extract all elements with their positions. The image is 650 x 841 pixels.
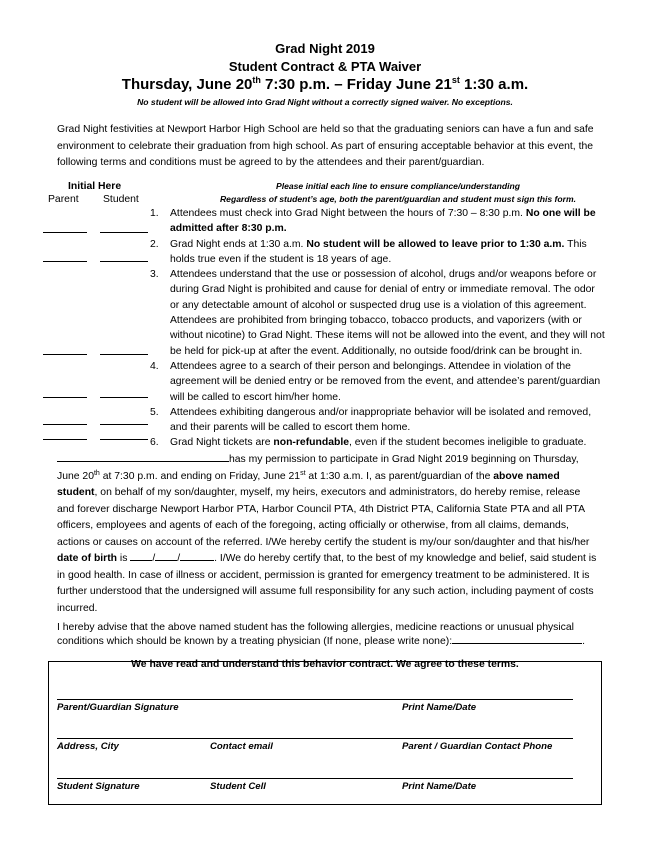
agreement-statement: We have read and understand this behavior contract. We agree to these terms. bbox=[131, 659, 519, 670]
dob-year-field[interactable] bbox=[180, 551, 214, 561]
term-item: 4. Attendees agree to a search of their person and belongings. Attendee in violation of the agreement will be denied entry or be removed from the event, and attendee’s parent/guardian will be called to escort him/her home. bbox=[150, 360, 601, 403]
allergy-paragraph: I hereby advise that the above named student has the following allergies, medicine reactions or unusual physical conditions which should be known by a treating physician (If none, please write none): . bbox=[57, 622, 585, 647]
term-item: 1. Attendees must check into Grad Night between the hours of 7:30 – 8:30 p.m. No one will be admitted after 8:30 p.m. bbox=[150, 208, 596, 235]
parent-initial-5[interactable] bbox=[43, 424, 87, 425]
dob-day-field[interactable] bbox=[155, 551, 177, 561]
student-cell-label: Student Cell bbox=[210, 781, 266, 792]
terms-list bbox=[150, 206, 605, 451]
parent-column-heading: Parent bbox=[48, 194, 79, 205]
student-initial-2[interactable] bbox=[100, 261, 148, 262]
dob-month-field[interactable] bbox=[130, 551, 152, 561]
title-line-1: Grad Night 2019 bbox=[275, 41, 375, 56]
title-line-3: Thursday, June 20th 7:30 p.m. – Friday June 21st 1:30 a.m. bbox=[121, 75, 529, 93]
student-initial-5[interactable] bbox=[100, 424, 148, 425]
parent-signature-line[interactable] bbox=[57, 699, 573, 700]
allergy-field[interactable] bbox=[452, 634, 582, 644]
student-initial-1[interactable] bbox=[100, 232, 148, 233]
term-item: 5. Attendees exhibiting dangerous and/or inappropriate behavior will be isolated and removed, and their parents will be called to escort them home. bbox=[150, 406, 592, 434]
student-initial-4[interactable] bbox=[100, 397, 148, 398]
waiver-notice: No student will be allowed into Grad Night without a correctly signed waiver. No exceptions. bbox=[137, 97, 513, 107]
term-item: 2. Grad Night ends at 1:30 a.m. No student will be allowed to leave prior to 1:30 a.m. This holds true even if the student is 18 years of age. bbox=[150, 238, 587, 265]
student-initial-6[interactable] bbox=[100, 439, 148, 440]
parent-signature-label: Parent/Guardian Signature bbox=[57, 702, 179, 713]
parent-initial-4[interactable] bbox=[43, 397, 87, 398]
student-initial-3[interactable] bbox=[100, 354, 148, 355]
parent-initial-3[interactable] bbox=[43, 354, 87, 355]
student-column-heading: Student bbox=[103, 194, 139, 205]
student-print-name-label: Print Name/Date bbox=[402, 781, 477, 792]
parent-initial-2[interactable] bbox=[43, 261, 87, 262]
initial-here-heading: Initial Here bbox=[68, 181, 122, 192]
title-line-2: Student Contract & PTA Waiver bbox=[228, 59, 422, 74]
address-label: Address, City bbox=[57, 741, 119, 752]
print-name-label: Print Name/Date bbox=[402, 702, 477, 713]
permission-paragraph: has my permission to participate in Grad Night 2019 beginning on Thursday, June 20th at 7:30 p.m. and ending on Friday, June 21st at 1:30 a.m. I, as parent/guardian of the above named student, on behalf of my son/daughter, myself, my heirs, executors and administrators, do hereby remise, release and forever discharge Newport Harbor PTA, Harbor Council PTA, 4th District PTA, California State PTA and all PTA officers, employees and agents of each of the foregoing, acting officially or otherwise, from all claims, demands, actions or causes on account of the referred. I/We hereby certify the student is my/our son/daughter and that his/her date of birth is / / . I/We do hereby certify that, to the best of my knowledge and belief, said student is in good health. In case of illness or accident, permission is granted for emergency treatment to be administered. It is further understood that the undersigned will assume full responsibility for any such action, including payment of costs incurred. bbox=[57, 454, 597, 614]
parent-initial-6[interactable] bbox=[43, 439, 87, 440]
term-item: 3. Attendees understand that the use or possession of alcohol, drugs and/or weapons before or during Grad Night is prohibited and cause for denial of entry or immediate removal. The odor or any detectable amount of alcohol or suspected drug use is a violation of this agreement. Attendees are prohibited from bringing tobacco, tobacco products, and vaporizers (with or without nicotine) to Grad Night. These items will not be allowed into the event, and they will not be held for pick-up at after the event. Additionally, no outside food/drink can be brought in. bbox=[150, 269, 605, 357]
contact-info-line[interactable] bbox=[57, 738, 573, 739]
parent-initial-1[interactable] bbox=[43, 232, 87, 233]
signature-requirement: Regardless of student’s age, both the parent/guardian and student must sign this form. bbox=[219, 194, 577, 204]
contact-email-label: Contact email bbox=[210, 741, 273, 752]
student-signature-line[interactable] bbox=[57, 778, 573, 779]
term-item: 6. Grad Night tickets are non-refundable, even if the student becomes ineligible to graduate. bbox=[150, 437, 587, 449]
initial-instruction: Please initial each line to ensure compliance/understanding bbox=[275, 181, 521, 191]
student-name-field[interactable] bbox=[57, 452, 229, 462]
parent-phone-label: Parent / Guardian Contact Phone bbox=[402, 741, 553, 752]
intro-paragraph: Grad Night festivities at Newport Harbor High School are held so that the graduating seniors can have a fun and safe environment to celebrate their graduation from high school. As part of ensuring acceptable behavior at this event, the following terms and conditions must be agreed to by the attendees and their parent/guardian. bbox=[57, 124, 594, 168]
student-signature-label: Student Signature bbox=[57, 781, 140, 792]
